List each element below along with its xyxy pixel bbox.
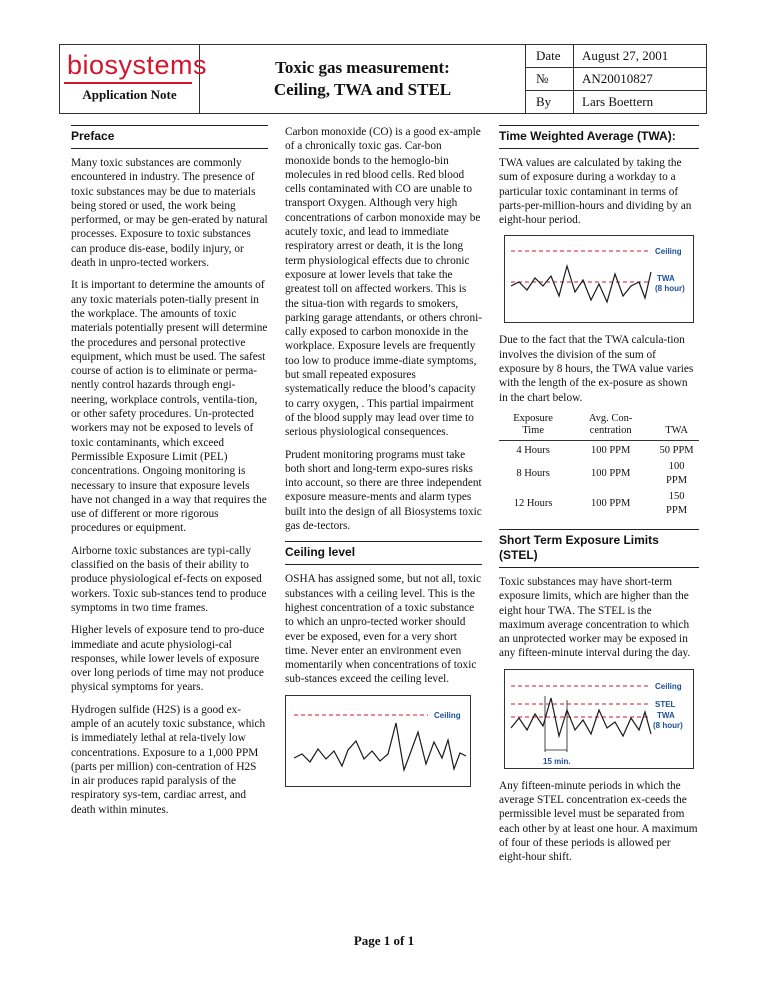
table-cell: 100 PPM bbox=[666, 460, 688, 486]
column-1 bbox=[71, 125, 268, 825]
document-type: Application Note bbox=[82, 87, 177, 102]
meta-key: By bbox=[536, 94, 552, 109]
page-number: Page 1 of 1 bbox=[353, 933, 415, 948]
table-cell: 100 PPM bbox=[567, 440, 654, 459]
table-cell: 12 Hours bbox=[513, 497, 553, 509]
table-cell: 150 PPM bbox=[666, 490, 688, 516]
table-header-row bbox=[499, 413, 699, 441]
paragraph: Due to the fact that the TWA calcula-tion involves the division of the sum of exposure by 8 hours, the TWA value varies with the length of the ex-posure as shown in the chart below. bbox=[499, 334, 694, 404]
paragraph: Toxic substances may have short-term exposure limits, which are higher than the eight hour TWA. The STEL is the maximum average concentration to which an unprotected worker may be exposed in any fifteen-minute interval during the day. bbox=[499, 575, 691, 660]
paragraph: Many toxic substances are commonly encountered in industry. The presence of toxic substances may be due to materials being stored or used, the work being performed, or may be gen-erated by natural processes. Exposure to toxic substances can produce dis-ease, bodily injury, or death in unpro-tected workers. bbox=[71, 157, 268, 270]
table-cell: 4 Hours bbox=[499, 440, 567, 459]
ceiling-label: Ceiling bbox=[434, 710, 461, 720]
meta-value: AN20010827 bbox=[582, 71, 653, 86]
paragraph: Hydrogen sulfide (H2S) is a good ex-ample of an acutely toxic substance, which is immediately lethal at rela-tively low concentrations. Exposure to a 1,000 PPM (parts per million) con-centration of H2S in air produces rapid paralysis of the respiratory sys-tem, cardiac arrest, and death within minutes. bbox=[71, 703, 266, 816]
document-title bbox=[200, 44, 526, 114]
ceiling-chart bbox=[285, 695, 471, 787]
ceiling-label: Ceiling bbox=[655, 247, 682, 257]
meta-value: August 27, 2001 bbox=[582, 48, 669, 63]
section-heading-preface: Preface bbox=[71, 125, 268, 149]
stel-chart bbox=[504, 669, 694, 769]
interval-label: 15 min. bbox=[543, 756, 571, 766]
twa-label-period: (8 hour) bbox=[655, 284, 685, 294]
meta-row-date bbox=[526, 44, 707, 67]
ceiling-chart-svg bbox=[286, 696, 470, 786]
paragraph: Any fifteen-minute periods in which the average STEL concentration ex-ceeds the permissible level must be separated from each other by at least one hour. A maximum of four of these periods is allowed per eight-hour shift. bbox=[499, 779, 698, 864]
title-line-2: Ceiling, TWA and STEL bbox=[273, 80, 452, 99]
paragraph: OSHA has assigned some, but not all, toxic substances with a ceiling level. This is the highest concentration of a toxic substance to which an unpro-tected worker should ever be exposed, even for a very short time. Never enter an environment even momentarily when concentrations of toxic sub-stances exceed the ceiling level. bbox=[285, 573, 482, 686]
table-cell: 50 PPM bbox=[654, 440, 699, 459]
table-row bbox=[499, 440, 699, 459]
stel-chart-svg bbox=[505, 670, 693, 768]
table-cell: 100 PPM bbox=[590, 467, 631, 479]
column-header: TWA bbox=[665, 424, 688, 436]
twa-table bbox=[499, 413, 699, 519]
column-3 bbox=[499, 125, 699, 873]
section-heading-stel: Short Term Exposure Limits (STEL) bbox=[499, 529, 699, 568]
title-line-1: Toxic gas measurement: bbox=[275, 58, 450, 77]
meta-value: Lars Boettern bbox=[582, 94, 654, 109]
meta-divider bbox=[526, 67, 707, 68]
stel-label: STEL bbox=[655, 699, 676, 709]
meta-row-author bbox=[526, 90, 707, 113]
column-header: Avg. Con-centration bbox=[588, 412, 633, 436]
meta-divider bbox=[526, 90, 707, 91]
logo-underline bbox=[64, 82, 192, 84]
twa-chart bbox=[504, 235, 694, 323]
meta-key: № bbox=[536, 71, 549, 86]
paragraph: Prudent monitoring programs must take both short and long-term expo-sures risks into account, so there are three independent exposure measure-ments and alarm types built into the design of all Biosystems toxic gas de-tectors. bbox=[285, 448, 482, 533]
meta-divider bbox=[573, 44, 574, 114]
meta-row-number bbox=[526, 67, 707, 90]
table-cell: 100 PPM bbox=[590, 497, 631, 509]
logo-block bbox=[59, 44, 208, 114]
table-row bbox=[499, 459, 699, 489]
paragraph: Airborne toxic substances are typi-cally classified on the basis of their ability to produce physiological ef-fects on exposed workers. Toxic sub-stances tend to produce symptoms in two time frames. bbox=[71, 544, 267, 614]
paragraph: TWA values are calculated by taking the sum of exposure during a workday to a particular toxic contaminant in terms of parts-per-million-hours and dividing by an eight-hour period. bbox=[499, 157, 692, 227]
concentration-series bbox=[511, 266, 651, 302]
section-heading-twa: Time Weighted Average (TWA): bbox=[499, 125, 699, 149]
meta-key: Date bbox=[536, 48, 561, 63]
paragraph: Higher levels of exposure tend to pro-duce immediate and acute physiologi-cal responses, while lower levels of exposure over long periods of time may not produce physical symptoms for years. bbox=[71, 624, 265, 694]
section-heading-ceiling: Ceiling level bbox=[285, 541, 482, 565]
twa-label: TWA bbox=[657, 710, 675, 720]
column-header: Exposure Time bbox=[513, 412, 553, 436]
twa-label-period: (8 hour) bbox=[653, 720, 683, 730]
table-row bbox=[499, 489, 699, 519]
paragraph: Carbon monoxide (CO) is a good ex-ample of a chronically toxic gas. Car-bon monoxide bonds to the hemoglo-bin molecules in red blood cells. Red blood cells contaminated with CO are unable to transport Oxygen. Although very high concentrations of carbon monoxide may be acutely toxic, and lead to immediate respiratory arrest or death, it is the long term physiological effects due to chronic exposure at lower levels that take the greatest toll on affected workers. This is the situa-tion with regards to smokers, parking garage attendants, or others chroni-cally exposed to carbon monoxide in the workplace. Exposure levels are frequently too low to produce imme-diate symptoms, but small repeated exposures systematically reduce the blood’s capacity to carry oxygen, . This partial impairment of the blood supply may lead over time to serious physiological consequences. bbox=[285, 126, 482, 439]
column-2 bbox=[285, 125, 482, 787]
paragraph: It is important to determine the amounts of any toxic materials poten-tially present in the workplace. The amounts of toxic materials potentially present will determine the procedures and personal protective equipment, which must be used. The safest course of action is to eliminate or perma-nently control hazards through engi-neering, workplace controls, ventila-tion, or other safety procedures. Un-protected workers may not be exposed to levels of toxic contaminants, which exceed Permissible Exposure Limit (PEL) concentrations. Ongoing monitoring is necessary to insure that exposure levels have not changed in a way that requires the use of different or more rigorous procedures or equipment. bbox=[71, 279, 268, 535]
twa-chart-svg bbox=[505, 236, 693, 322]
logo: biosystems bbox=[67, 50, 208, 80]
twa-label: TWA bbox=[657, 274, 675, 284]
ceiling-label: Ceiling bbox=[655, 681, 682, 691]
meta-table bbox=[526, 44, 707, 114]
concentration-series bbox=[294, 723, 466, 770]
table-cell: 8 Hours bbox=[516, 467, 550, 479]
